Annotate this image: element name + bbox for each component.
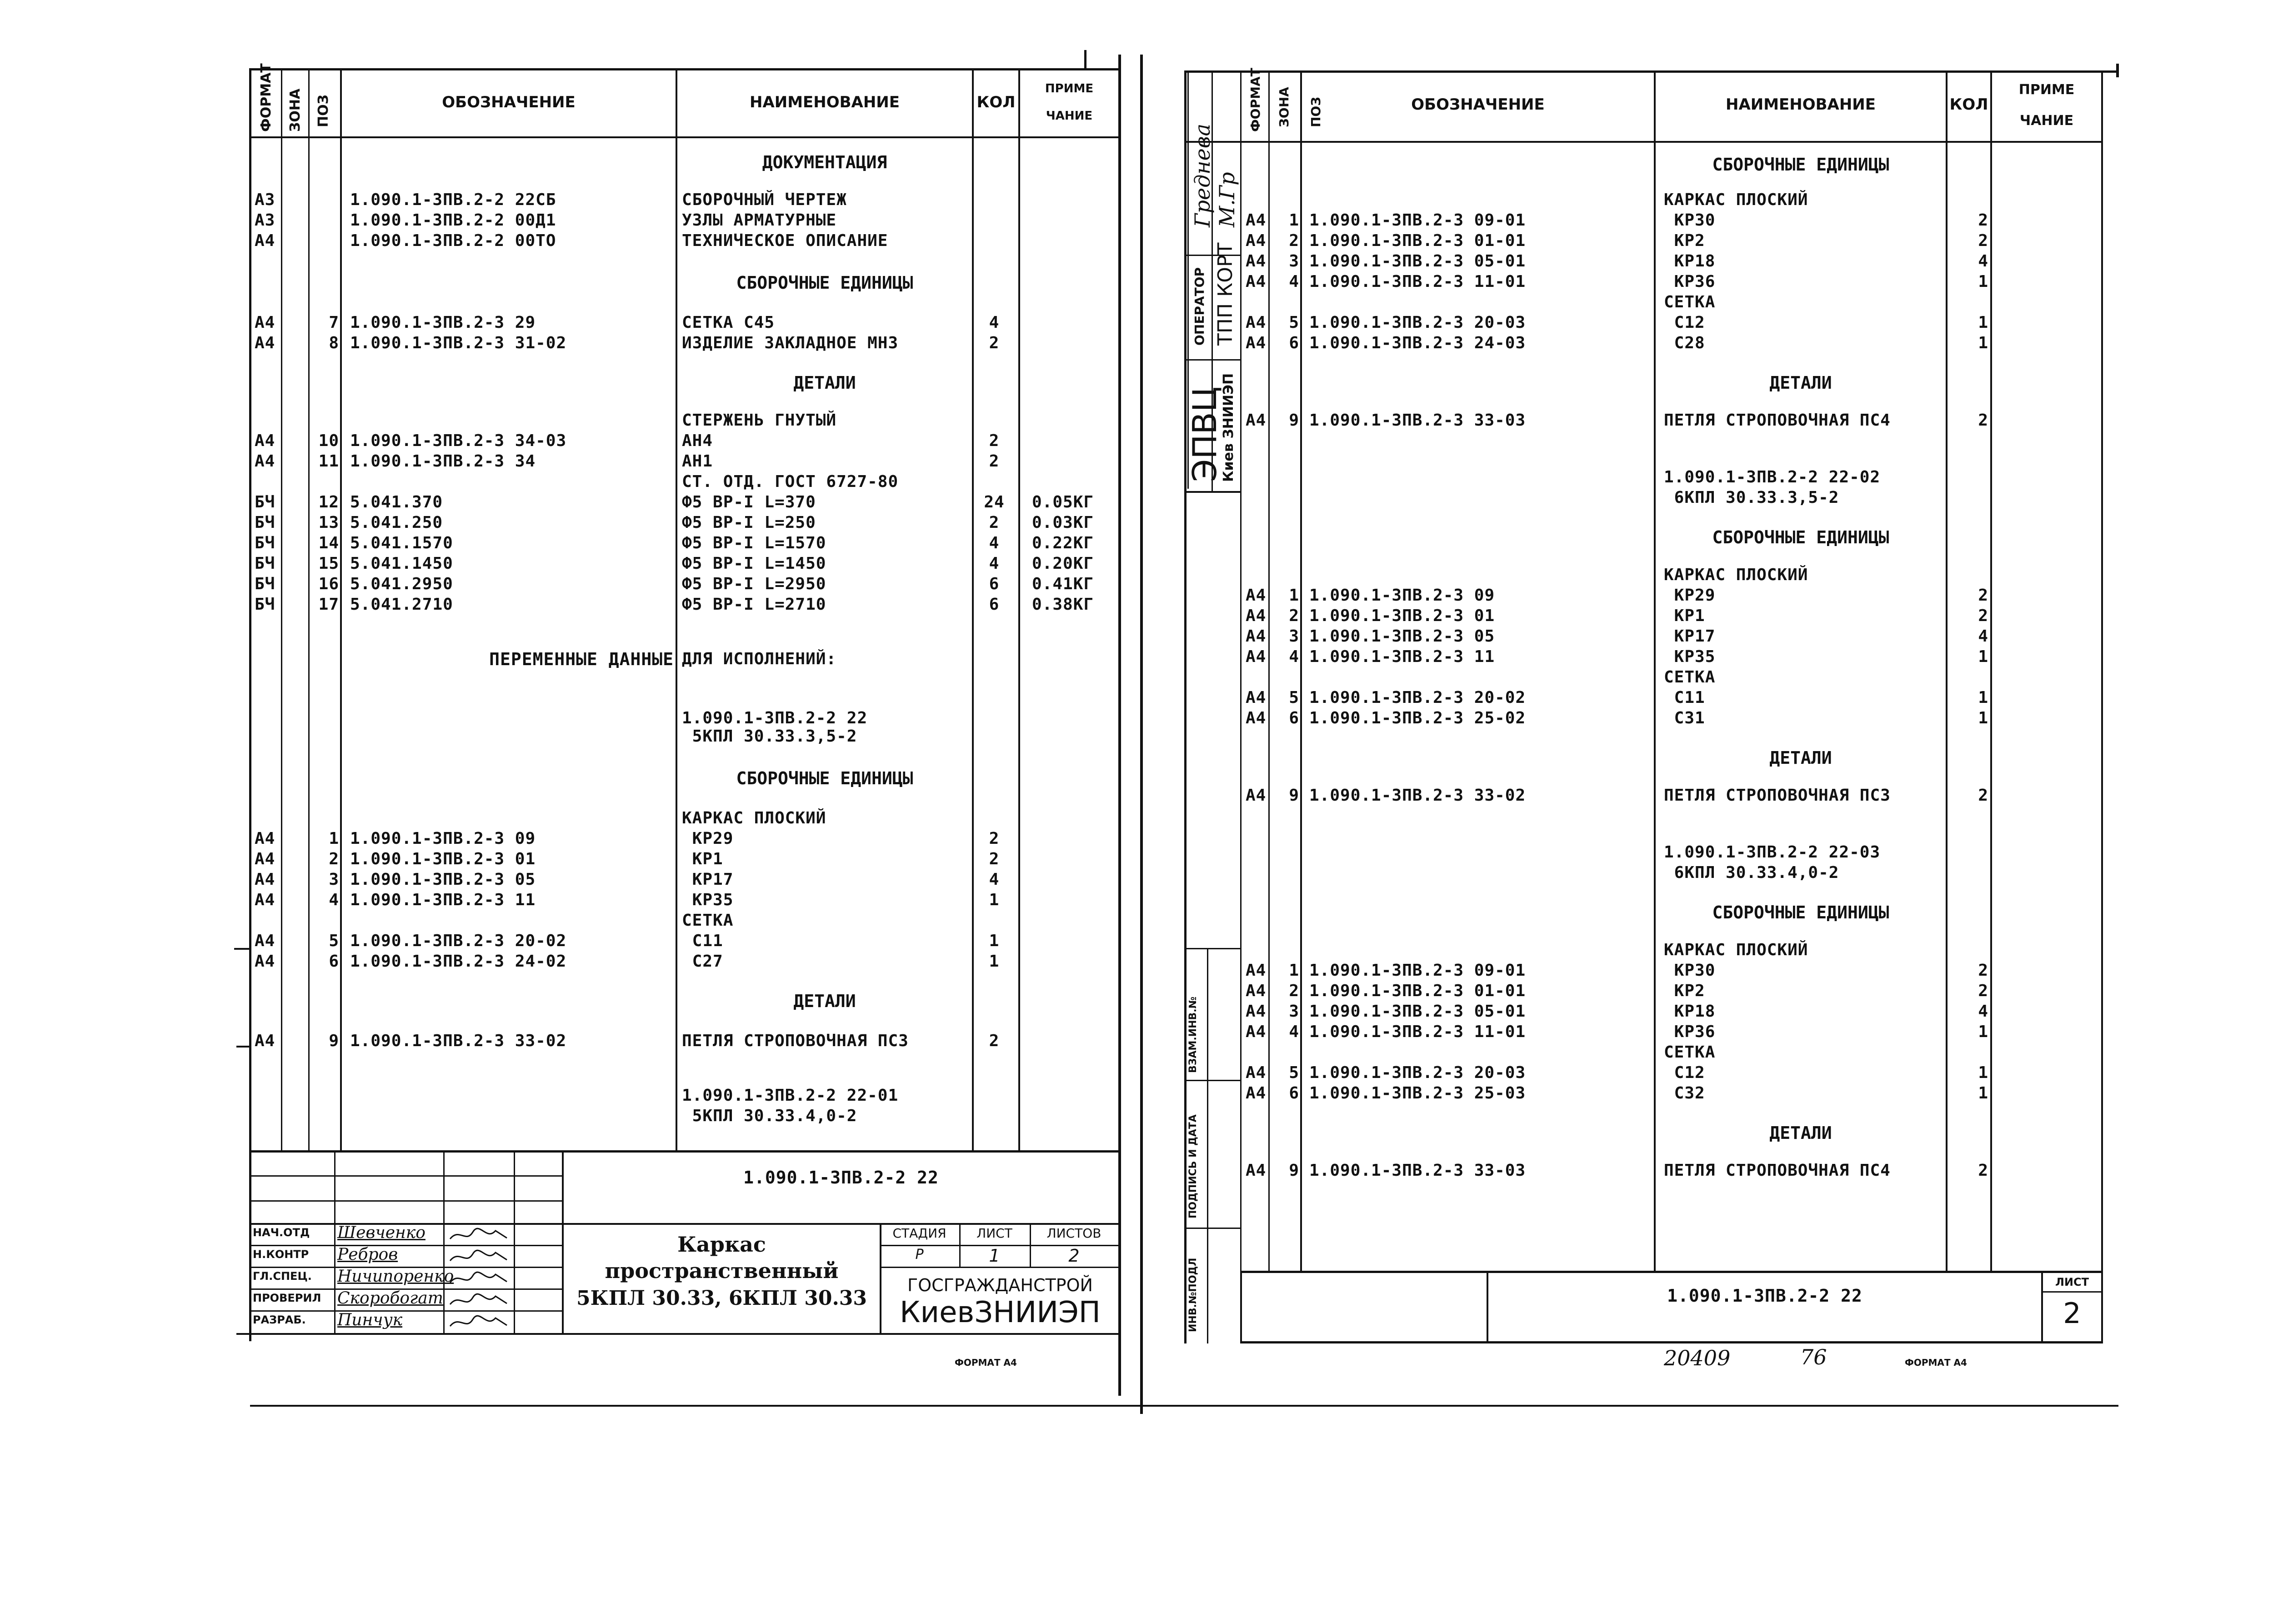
row-name: Ф5 ВР-I L=1450 [682, 554, 826, 573]
section-heading: ДЕТАЛИ [1769, 748, 1832, 768]
row-format: А4 [1246, 1084, 1267, 1103]
stamp-operator: ОПЕРАТОР [1192, 267, 1207, 346]
header-format: ФОРМАТ [258, 63, 274, 132]
right-doc-code: 1.090.1-3ПВ.2-2 22 [1667, 1286, 1862, 1306]
row-designation: 1.090.1-3ПВ.2-3 34-03 [350, 431, 567, 450]
row-format: А4 [1246, 272, 1267, 291]
section-heading: ДЕТАЛИ [793, 991, 856, 1011]
signature-scribble [446, 1291, 514, 1311]
row-format: А4 [1246, 334, 1267, 352]
row-name: СЕТКА С45 [682, 313, 775, 332]
stamp-epvc: ЭПВЦ [1186, 386, 1224, 482]
row-name: 1.090.1-3ПВ.2-2 22-01 [682, 1086, 899, 1105]
row-pos: 5 [1289, 688, 1299, 707]
row-qty: 6 [989, 595, 1000, 614]
row-qty: 2 [1978, 211, 1988, 230]
row-designation: 1.090.1-3ПВ.2-3 24-02 [350, 952, 567, 971]
header-name: НАИМЕНОВАНИЕ [749, 93, 900, 111]
section-heading: ДЕТАЛИ [1769, 1123, 1832, 1143]
row-qty: 1 [1978, 313, 1988, 332]
row-qty: 2 [1978, 586, 1988, 605]
row-designation: 5.041.370 [350, 493, 443, 511]
row-qty: 24 [984, 493, 1005, 511]
stage-value: Р [915, 1247, 924, 1263]
right-sheet-label: ЛИСТ [2055, 1276, 2089, 1288]
row-designation: 1.090.1-3ПВ.2-3 11-01 [1309, 272, 1526, 291]
row-name: СТЕРЖЕНЬ ГНУТЫЙ [682, 411, 837, 430]
row-designation: 1.090.1-3ПВ.2-3 20-02 [350, 932, 567, 950]
row-name: Ф5 ВР-I L=250 [682, 513, 816, 532]
row-name: КР2 [1664, 982, 1705, 1000]
row-pos: 8 [329, 334, 339, 352]
row-format: БЧ [255, 575, 275, 593]
row-designation: 1.090.1-3ПВ.2-3 09 [1309, 586, 1495, 605]
signature-scribble [446, 1247, 514, 1267]
row-name: С32 [1664, 1084, 1705, 1103]
row-qty: 1 [1978, 1063, 1988, 1082]
row-designation: 1.090.1-3ПВ.2-3 20-02 [1309, 688, 1526, 707]
row-designation: 1.090.1-3ПВ.2-3 33-02 [1309, 786, 1526, 805]
row-format: А4 [1246, 211, 1267, 230]
row-format: А4 [255, 891, 275, 909]
row-format: А4 [1246, 647, 1267, 666]
row-name: КР35 [682, 891, 734, 909]
row-name: С12 [1664, 1063, 1705, 1082]
row-qty: 4 [989, 554, 1000, 573]
row-format: А4 [255, 231, 275, 250]
row-name: КР30 [1664, 961, 1716, 980]
row-qty: 1 [1978, 647, 1988, 666]
row-format: А4 [255, 850, 275, 868]
side-label-podpis: ПОДПИСЬ И ДАТА [1187, 1114, 1199, 1218]
sheet-value: 1 [989, 1246, 1000, 1266]
row-format: А4 [1246, 606, 1267, 625]
signature-scribble [446, 1269, 514, 1289]
row-name: 6КПЛ 30.33.4,0-2 [1664, 863, 1839, 882]
header-note-2: ЧАНИЕ [1046, 109, 1093, 123]
row-name: Ф5 ВР-I L=1570 [682, 534, 826, 552]
row-designation: 5.041.250 [350, 513, 443, 532]
row-designation: 1.090.1-3ПВ.2-3 11-01 [1309, 1023, 1526, 1041]
row-pos: 2 [1289, 606, 1299, 625]
right-header-note-1: ПРИМЕ [2018, 82, 2075, 98]
row-qty: 2 [989, 1032, 1000, 1050]
row-designation: 1.090.1-3ПВ.2-3 34 [350, 452, 536, 471]
row-name: ТЕХНИЧЕСКОЕ ОПИСАНИЕ [682, 231, 888, 250]
stamp-name-hand: Греднева [1190, 123, 1215, 227]
row-name: КР29 [682, 829, 734, 848]
row-format: А4 [1246, 961, 1267, 980]
row-designation: 1.090.1-3ПВ.2-3 05 [1309, 627, 1495, 646]
row-name: С11 [1664, 688, 1705, 707]
row-format: БЧ [255, 595, 275, 614]
row-designation: 1.090.1-3ПВ.2-3 25-03 [1309, 1084, 1526, 1103]
row-designation: 1.090.1-3ПВ.2-3 09-01 [1309, 961, 1526, 980]
right-format-label: ФОРМАТ А4 [1905, 1357, 1967, 1368]
row-pos: 3 [1289, 252, 1299, 271]
row-pos: 1 [1289, 211, 1299, 230]
row-name: КАРКАС ПЛОСКИЙ [1664, 190, 1808, 209]
row-designation: 1.090.1-3ПВ.2-3 01-01 [1309, 982, 1526, 1000]
row-qty: 4 [1978, 252, 1988, 271]
row-qty: 4 [1978, 1002, 1988, 1021]
row-pos: 16 [318, 575, 339, 593]
row-qty: 1 [1978, 1084, 1988, 1103]
header-designation: ОБОЗНАЧЕНИЕ [442, 93, 576, 111]
row-name: 1.090.1-3ПВ.2-2 22-02 [1664, 468, 1881, 486]
row-name: С11 [682, 932, 723, 950]
row-qty: 1 [1978, 272, 1988, 291]
section-heading: ДОКУМЕНТАЦИЯ [762, 152, 887, 172]
row-name: КАРКАС ПЛОСКИЙ [682, 809, 826, 827]
row-pos: 9 [1289, 1161, 1299, 1180]
role-label: НАЧ.ОТД [253, 1226, 310, 1239]
row-note: 0.05КГ [1032, 493, 1094, 511]
stage-label: СТАДИЯ [892, 1226, 946, 1241]
row-qty: 1 [989, 891, 1000, 909]
row-name: КАРКАС ПЛОСКИЙ [1664, 941, 1808, 959]
row-pos: 6 [1289, 709, 1299, 727]
section-heading: СБОРОЧНЫЕ ЕДИНИЦЫ [736, 768, 913, 788]
stamp-kiev: Киев ЗНИИЭП [1221, 373, 1237, 482]
left-format-label: ФОРМАТ А4 [955, 1357, 1017, 1368]
stamp-tp: ТПП КОРТ [1214, 242, 1237, 346]
right-header-zone: ЗОНА [1277, 87, 1292, 127]
row-designation: 1.090.1-3ПВ.2-3 01-01 [1309, 231, 1526, 250]
row-name: 1.090.1-3ПВ.2-2 22-03 [1664, 843, 1881, 862]
row-name: КР30 [1664, 211, 1716, 230]
row-pos: 11 [318, 452, 339, 471]
row-name: СЕТКА [1664, 1043, 1716, 1062]
row-pos: 17 [318, 595, 339, 614]
role-label: Н.КОНТР [253, 1248, 309, 1261]
row-name: КАРКАС ПЛОСКИЙ [1664, 566, 1808, 584]
row-name: ДЛЯ ИСПОЛНЕНИЙ: [682, 650, 837, 668]
row-pos: 10 [318, 431, 339, 450]
role-label: ПРОВЕРИЛ [253, 1292, 321, 1304]
row-qty: 2 [1978, 231, 1988, 250]
row-pos: 4 [1289, 1023, 1299, 1041]
signature-scribble [446, 1313, 514, 1333]
row-name: КР36 [1664, 1023, 1716, 1041]
right-header-note-2: ЧАНИЕ [2019, 113, 2074, 129]
row-qty: 2 [1978, 786, 1988, 805]
row-qty: 2 [989, 452, 1000, 471]
row-qty: 1 [1978, 1023, 1988, 1041]
row-designation: 1.090.1-3ПВ.2-3 33-03 [1309, 411, 1526, 430]
right-header-designation: ОБОЗНАЧЕНИЕ [1411, 95, 1545, 114]
row-name: СЕТКА [1664, 293, 1716, 311]
left-doc-code: 1.090.1-3ПВ.2-2 22 [743, 1168, 939, 1188]
row-pos: 14 [318, 534, 339, 552]
row-qty: 4 [989, 534, 1000, 552]
row-designation: 5.041.1570 [350, 534, 453, 552]
row-qty: 1 [1978, 709, 1988, 727]
row-qty: 2 [1978, 982, 1988, 1000]
row-pos: 6 [1289, 334, 1299, 352]
row-name: С27 [682, 952, 723, 971]
signer-name: Ничипоренко [337, 1267, 454, 1286]
section-heading: ДЕТАЛИ [1769, 373, 1832, 393]
row-name: УЗЛЫ АРМАТУРНЫЕ [682, 211, 837, 230]
row-format: А4 [1246, 252, 1267, 271]
right-header-format: ФОРМАТ [1248, 68, 1263, 132]
row-designation: 1.090.1-3ПВ.2-3 05 [350, 870, 536, 889]
row-pos: 4 [329, 891, 339, 909]
org-name-2: КиевЗНИИЭП [900, 1296, 1101, 1329]
row-name: 5КПЛ 30.33.4,0-2 [682, 1107, 857, 1125]
variable-data-heading: ПЕРЕМЕННЫЕ ДАННЫЕ [489, 649, 674, 669]
row-designation: 1.090.1-3ПВ.2-3 01 [1309, 606, 1495, 625]
right-header-pos: ПОЗ [1308, 96, 1323, 127]
row-designation: 1.090.1-3ПВ.2-3 09-01 [1309, 211, 1526, 230]
row-pos: 9 [1289, 411, 1299, 430]
stamp-sig-hand: М.Гр [1215, 172, 1239, 227]
row-designation: 1.090.1-3ПВ.2-3 24-03 [1309, 334, 1526, 352]
row-pos: 6 [1289, 1084, 1299, 1103]
row-format: А4 [1246, 786, 1267, 805]
row-pos: 3 [1289, 1002, 1299, 1021]
row-name: ПЕТЛЯ СТРОПОВОЧНАЯ ПС4 [1664, 1161, 1891, 1180]
row-name: КР2 [1664, 231, 1705, 250]
row-name: КР17 [682, 870, 734, 889]
row-qty: 6 [989, 575, 1000, 593]
row-pos: 3 [329, 870, 339, 889]
row-format: БЧ [255, 493, 275, 511]
row-qty: 1 [1978, 334, 1988, 352]
signer-name: Ребров [337, 1245, 398, 1264]
row-name: Ф5 ВР-I L=2710 [682, 595, 826, 614]
section-heading: СБОРОЧНЫЕ ЕДИНИЦЫ [736, 273, 913, 293]
section-heading: СБОРОЧНЫЕ ЕДИНИЦЫ [1712, 155, 1889, 175]
row-format: А4 [255, 952, 275, 971]
row-format: А4 [1246, 1002, 1267, 1021]
row-designation: 1.090.1-3ПВ.2-3 33-03 [1309, 1161, 1526, 1180]
sheet-label: ЛИСТ [976, 1226, 1012, 1241]
row-qty: 4 [989, 313, 1000, 332]
row-format: БЧ [255, 554, 275, 573]
row-name: ПЕТЛЯ СТРОПОВОЧНАЯ ПС3 [682, 1032, 909, 1050]
row-name: С28 [1664, 334, 1705, 352]
row-designation: 1.090.1-3ПВ.2-3 20-03 [1309, 1063, 1526, 1082]
row-format: А4 [255, 829, 275, 848]
row-designation: 1.090.1-3ПВ.2-3 11 [350, 891, 536, 909]
row-qty: 1 [989, 952, 1000, 971]
row-pos: 6 [329, 952, 339, 971]
signer-name: Скоробогат [337, 1289, 443, 1308]
row-format: БЧ [255, 534, 275, 552]
row-format: А4 [1246, 1063, 1267, 1082]
row-pos: 5 [1289, 1063, 1299, 1082]
row-name: С31 [1664, 709, 1705, 727]
org-name-1: ГОСГРАЖДАНСТРОЙ [907, 1275, 1093, 1295]
row-name: АН4 [682, 431, 713, 450]
right-header-qty: КОЛ [1949, 95, 1988, 114]
row-pos: 5 [329, 932, 339, 950]
row-designation: 1.090.1-3ПВ.2-3 05-01 [1309, 252, 1526, 271]
row-name: ПЕТЛЯ СТРОПОВОЧНАЯ ПС3 [1664, 786, 1891, 805]
row-format: А4 [1246, 1161, 1267, 1180]
row-pos: 13 [318, 513, 339, 532]
row-designation: 5.041.2950 [350, 575, 453, 593]
row-designation: 1.090.1-3ПВ.2-3 33-02 [350, 1032, 567, 1050]
row-qty: 2 [1978, 961, 1988, 980]
row-format: А4 [255, 334, 275, 352]
row-format: А4 [1246, 982, 1267, 1000]
row-name: АН1 [682, 452, 713, 471]
row-name: Ф5 ВР-I L=2950 [682, 575, 826, 593]
row-qty: 1 [1978, 688, 1988, 707]
row-pos: 1 [1289, 586, 1299, 605]
row-note: 0.22КГ [1032, 534, 1094, 552]
signature-scribble [446, 1225, 514, 1245]
row-qty: 2 [989, 431, 1000, 450]
row-format: БЧ [255, 513, 275, 532]
row-name: КР17 [1664, 627, 1716, 646]
row-pos: 3 [1289, 627, 1299, 646]
row-pos: 1 [1289, 961, 1299, 980]
row-format: А4 [255, 870, 275, 889]
sheets-label: ЛИСТОВ [1046, 1226, 1101, 1241]
side-label-inv: ИНВ.№ПОДЛ [1187, 1258, 1199, 1332]
signer-name: Пинчук [337, 1311, 403, 1329]
row-note: 0.03КГ [1032, 513, 1094, 532]
row-pos: 9 [1289, 786, 1299, 805]
row-name: СЕТКА [682, 911, 734, 930]
row-pos: 2 [329, 850, 339, 868]
role-label: ГЛ.СПЕЦ. [253, 1270, 312, 1283]
row-name: КР18 [1664, 1002, 1716, 1021]
row-designation: 5.041.1450 [350, 554, 453, 573]
row-designation: 1.090.1-3ПВ.2-3 31-02 [350, 334, 567, 352]
row-format: А4 [255, 452, 275, 471]
row-pos: 7 [329, 313, 339, 332]
row-format: А4 [1246, 627, 1267, 646]
row-pos: 15 [318, 554, 339, 573]
row-name: ИЗДЕЛИЕ ЗАКЛАДНОЕ МН3 [682, 334, 899, 352]
row-format: А4 [255, 932, 275, 950]
row-name: СТ. ОТД. ГОСТ 6727-80 [682, 472, 899, 491]
row-format: А3 [255, 190, 275, 209]
row-format: А4 [1246, 231, 1267, 250]
row-designation: 1.090.1-3ПВ.2-3 11 [1309, 647, 1495, 666]
row-name: ПЕТЛЯ СТРОПОВОЧНАЯ ПС4 [1664, 411, 1891, 430]
row-pos: 9 [329, 1032, 339, 1050]
row-pos: 2 [1289, 231, 1299, 250]
row-name: СБОРОЧНЫЙ ЧЕРТЕЖ [682, 190, 847, 209]
row-qty: 4 [989, 870, 1000, 889]
row-designation: 1.090.1-3ПВ.2-3 29 [350, 313, 536, 332]
row-qty: 2 [989, 513, 1000, 532]
row-designation: 5.041.2710 [350, 595, 453, 614]
hand-number-1: 20409 [1664, 1346, 1731, 1370]
row-qty: 2 [1978, 606, 1988, 625]
side-label-vzam: ВЗАМ.ИНВ.№ [1187, 996, 1199, 1073]
row-qty: 2 [1978, 1161, 1988, 1180]
row-format: А4 [1246, 586, 1267, 605]
row-name: С12 [1664, 313, 1705, 332]
row-format: А4 [1246, 709, 1267, 727]
row-designation: 1.090.1-3ПВ.2-2 00ТО [350, 231, 556, 250]
header-zone: ЗОНА [287, 88, 303, 132]
left-title-line-2: пространственный [605, 1258, 839, 1283]
row-format: А4 [1246, 688, 1267, 707]
signer-name: Шевченко [337, 1223, 426, 1242]
section-heading: СБОРОЧНЫЕ ЕДИНИЦЫ [1712, 527, 1889, 547]
row-note: 0.41КГ [1032, 575, 1094, 593]
row-name: 5КПЛ 30.33.3,5-2 [682, 727, 857, 746]
row-designation: 1.090.1-3ПВ.2-3 05-01 [1309, 1002, 1526, 1021]
row-format: А4 [1246, 313, 1267, 332]
header-qty: КОЛ [976, 93, 1016, 111]
row-format: А4 [255, 313, 275, 332]
row-pos: 4 [1289, 272, 1299, 291]
row-name: Ф5 ВР-I L=370 [682, 493, 816, 511]
row-qty: 4 [1978, 627, 1988, 646]
row-note: 0.38КГ [1032, 595, 1094, 614]
row-designation: 1.090.1-3ПВ.2-3 25-02 [1309, 709, 1526, 727]
right-sheet-value: 2 [2063, 1297, 2081, 1330]
row-format: А4 [1246, 1023, 1267, 1041]
header-pos: ПОЗ [315, 95, 331, 127]
row-pos: 4 [1289, 647, 1299, 666]
row-format: А4 [1246, 411, 1267, 430]
row-name: КР35 [1664, 647, 1716, 666]
row-name: 6КПЛ 30.33.3,5-2 [1664, 488, 1839, 507]
left-title-line-3: 5КПЛ 30.33, 6КПЛ 30.33 [576, 1287, 867, 1310]
row-pos: 1 [329, 829, 339, 848]
row-qty: 2 [989, 334, 1000, 352]
row-pos: 2 [1289, 982, 1299, 1000]
row-pos: 12 [318, 493, 339, 511]
row-designation: 1.090.1-3ПВ.2-3 09 [350, 829, 536, 848]
row-pos: 5 [1289, 313, 1299, 332]
row-qty: 2 [989, 829, 1000, 848]
role-label: РАЗРАБ. [253, 1313, 306, 1326]
row-qty: 2 [989, 850, 1000, 868]
row-name: КР1 [682, 850, 723, 868]
row-name: КР18 [1664, 252, 1716, 271]
right-header-name: НАИМЕНОВАНИЕ [1725, 95, 1876, 114]
row-format: А3 [255, 211, 275, 230]
row-format: А4 [255, 431, 275, 450]
row-name: КР36 [1664, 272, 1716, 291]
hand-number-2: 76 [1800, 1345, 1827, 1369]
row-format: А4 [255, 1032, 275, 1050]
row-designation: 1.090.1-3ПВ.2-3 20-03 [1309, 313, 1526, 332]
row-designation: 1.090.1-3ПВ.2-3 01 [350, 850, 536, 868]
row-name: 1.090.1-3ПВ.2-2 22 [682, 709, 868, 727]
row-name: КР29 [1664, 586, 1716, 605]
header-note-1: ПРИМЕ [1045, 82, 1094, 95]
row-name: КР1 [1664, 606, 1705, 625]
section-heading: ДЕТАЛИ [793, 373, 856, 393]
row-name: СЕТКА [1664, 668, 1716, 687]
sheets-value: 2 [1068, 1246, 1080, 1266]
row-designation: 1.090.1-3ПВ.2-2 22СБ [350, 190, 556, 209]
row-qty: 2 [1978, 411, 1988, 430]
section-heading: СБОРОЧНЫЕ ЕДИНИЦЫ [1712, 902, 1889, 922]
row-qty: 1 [989, 932, 1000, 950]
left-title-line-1: Каркас [677, 1232, 766, 1257]
row-note: 0.20КГ [1032, 554, 1094, 573]
row-designation: 1.090.1-3ПВ.2-2 00Д1 [350, 211, 556, 230]
